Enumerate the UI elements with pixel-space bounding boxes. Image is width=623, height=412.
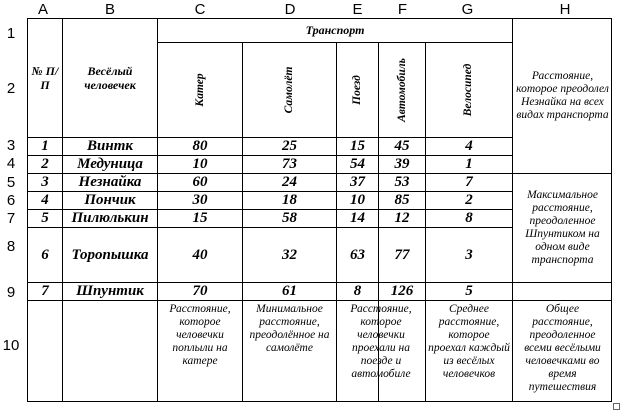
- row-number-cell[interactable]: 7: [41, 283, 49, 299]
- value-cell-plane[interactable]: 18: [282, 192, 297, 208]
- person-name-cell[interactable]: Пончик: [84, 192, 136, 208]
- value-cell-car[interactable]: 126: [390, 283, 414, 299]
- row-number-cell[interactable]: 1: [41, 138, 49, 154]
- row-number-cell[interactable]: 6: [41, 246, 49, 263]
- person-name-cell[interactable]: Пилюлькин: [71, 210, 149, 226]
- transport-header-bicycle[interactable]: Велосипед: [462, 63, 474, 117]
- fill-handle[interactable]: [613, 403, 620, 410]
- column-header-f[interactable]: F: [397, 1, 408, 18]
- column-header-h[interactable]: H: [559, 1, 571, 18]
- value-cell-bicycle[interactable]: 4: [465, 138, 473, 154]
- note-g10-average[interactable]: Среднее расстояние, которое проехал каждый из весёлых человечков: [428, 303, 510, 380]
- value-cell-boat[interactable]: 30: [192, 192, 208, 208]
- person-name-cell[interactable]: Шпунтик: [76, 283, 144, 299]
- value-cell-train[interactable]: 15: [350, 138, 365, 154]
- value-cell-car[interactable]: 53: [394, 174, 410, 190]
- person-name-cell[interactable]: Торопышка: [71, 246, 149, 263]
- value-cell-car[interactable]: 85: [394, 192, 410, 208]
- value-cell-boat[interactable]: 40: [192, 246, 208, 263]
- value-cell-plane[interactable]: 58: [282, 210, 297, 226]
- note-h-neznayka-total[interactable]: Расстояние, которое преодолел Незнайка на всех видах транспорта: [516, 70, 609, 121]
- row-number-cell[interactable]: 2: [41, 156, 49, 172]
- value-cell-car[interactable]: 45: [394, 138, 410, 154]
- row-header-10[interactable]: 10: [2, 337, 20, 354]
- person-name-cell[interactable]: Винтк: [87, 138, 133, 154]
- row-number-cell[interactable]: 3: [41, 174, 49, 190]
- row-header-5[interactable]: 5: [6, 174, 16, 191]
- value-cell-boat[interactable]: 80: [192, 138, 208, 154]
- value-cell-plane[interactable]: 61: [282, 283, 297, 299]
- header-transport[interactable]: Транспорт: [305, 23, 365, 37]
- row-header-1[interactable]: 1: [6, 25, 16, 42]
- note-h-shpuntik-max[interactable]: Максимальное расстояние, преодоленное Шпунтиком на одном виде транспорта: [525, 189, 600, 266]
- transport-header-train[interactable]: Поезд: [351, 75, 363, 105]
- row-header-4[interactable]: 4: [6, 155, 16, 172]
- transport-header-car[interactable]: Автомобиль: [396, 58, 408, 122]
- person-name-cell[interactable]: Медуница: [77, 156, 143, 172]
- value-cell-train[interactable]: 63: [350, 246, 365, 263]
- note-d10-plane-min[interactable]: Минимальное расстояние, преодолённое на самолёте: [249, 303, 330, 354]
- value-cell-plane[interactable]: 32: [282, 246, 297, 263]
- value-cell-train[interactable]: 14: [350, 210, 365, 226]
- row-header-2[interactable]: 2: [6, 80, 16, 97]
- value-cell-bicycle[interactable]: 8: [465, 210, 473, 226]
- note-e10-train-car[interactable]: Расстояние, которое человечки проехали на поезде и автомобиле: [350, 303, 412, 380]
- value-cell-boat[interactable]: 60: [192, 174, 208, 190]
- value-cell-train[interactable]: 37: [350, 174, 365, 190]
- column-header-e[interactable]: E: [352, 1, 363, 18]
- transport-header-boat[interactable]: Катер: [194, 73, 206, 107]
- value-cell-plane[interactable]: 73: [282, 156, 297, 172]
- value-cell-boat[interactable]: 10: [192, 156, 208, 172]
- column-header-g[interactable]: G: [461, 1, 474, 18]
- row-header-9[interactable]: 9: [6, 284, 16, 301]
- note-c10-boat[interactable]: Расстояние, которое человечки поплыли на катере: [169, 303, 231, 367]
- person-name-cell[interactable]: Незнайка: [78, 174, 142, 190]
- column-header-c[interactable]: C: [194, 1, 206, 18]
- value-cell-bicycle[interactable]: 5: [465, 283, 473, 299]
- value-cell-bicycle[interactable]: 1: [465, 156, 473, 172]
- value-cell-train[interactable]: 8: [353, 283, 362, 299]
- row-header-7[interactable]: 7: [6, 210, 16, 227]
- value-cell-boat[interactable]: 15: [192, 210, 208, 226]
- column-header-d[interactable]: D: [284, 1, 296, 18]
- value-cell-bicycle[interactable]: 7: [465, 174, 473, 190]
- transport-header-plane[interactable]: Самолёт: [283, 66, 295, 114]
- value-cell-train[interactable]: 54: [350, 156, 365, 172]
- row-header-3[interactable]: 3: [6, 137, 16, 154]
- column-header-a[interactable]: A: [37, 1, 48, 18]
- row-number-cell[interactable]: 5: [41, 210, 49, 226]
- header-num[interactable]: № П/П: [31, 64, 59, 92]
- value-cell-bicycle[interactable]: 2: [465, 192, 473, 208]
- column-header-b[interactable]: B: [104, 1, 115, 18]
- value-cell-boat[interactable]: 70: [192, 283, 208, 299]
- value-cell-car[interactable]: 77: [394, 246, 410, 263]
- value-cell-bicycle[interactable]: 3: [465, 246, 473, 263]
- value-cell-car[interactable]: 12: [394, 210, 410, 226]
- note-h10-total-all[interactable]: Общее расстояние, преодоленное всеми весёлыми человечками во время путешествия: [524, 303, 601, 393]
- row-header-8[interactable]: 8: [6, 238, 16, 255]
- value-cell-car[interactable]: 39: [394, 156, 410, 172]
- row-number-cell[interactable]: 4: [41, 192, 49, 208]
- value-cell-plane[interactable]: 24: [282, 174, 297, 190]
- row-header-6[interactable]: 6: [6, 192, 16, 209]
- value-cell-train[interactable]: 10: [350, 192, 365, 208]
- header-person[interactable]: Весёлый человечек: [84, 64, 136, 92]
- value-cell-plane[interactable]: 25: [282, 138, 297, 154]
